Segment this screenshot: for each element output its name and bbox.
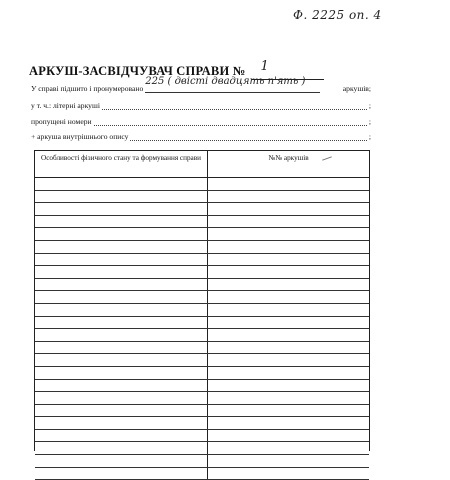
table-cell-condition xyxy=(35,405,208,417)
table-cell-sheet-numbers xyxy=(208,178,369,190)
table-cell-condition xyxy=(35,203,208,215)
table-header-row xyxy=(35,151,369,178)
missing-numbers-line xyxy=(31,116,371,126)
table-row xyxy=(35,380,369,393)
table-row xyxy=(35,304,369,317)
table-row xyxy=(35,216,369,229)
table-cell-sheet-numbers xyxy=(208,254,369,266)
table-body xyxy=(35,178,369,451)
table-row xyxy=(35,266,369,279)
lettered-sheets-line xyxy=(31,100,371,110)
table-cell-condition xyxy=(35,329,208,341)
table-cell-sheet-numbers xyxy=(208,392,369,404)
table-cell-condition xyxy=(35,380,208,392)
table-cell-sheet-numbers xyxy=(208,380,369,392)
lettered-sheets-field xyxy=(102,100,367,110)
line-end-semicolon: ; xyxy=(368,101,371,110)
table-cell-condition xyxy=(35,266,208,278)
archive-reference-note: Ф. 2225 оп. 4 xyxy=(293,8,382,22)
missing-numbers-label: пропущені номери xyxy=(31,117,92,126)
form-title: АРКУШ-ЗАСВІДЧУВАЧ СПРАВИ № xyxy=(29,64,246,78)
table-cell-sheet-numbers xyxy=(208,405,369,417)
table-cell-sheet-numbers xyxy=(208,468,369,480)
table-cell-sheet-numbers xyxy=(208,203,369,215)
table-row xyxy=(35,430,369,443)
table-cell-sheet-numbers xyxy=(208,279,369,291)
table-cell-sheet-numbers xyxy=(208,430,369,442)
table-cell-condition xyxy=(35,216,208,228)
table-cell-condition xyxy=(35,228,208,240)
table-row xyxy=(35,291,369,304)
inventory-sheets-label: + аркуша внутрішнього опису xyxy=(31,132,129,141)
table-row xyxy=(35,455,369,468)
table-cell-condition xyxy=(35,455,208,467)
table-cell-sheet-numbers xyxy=(208,317,369,329)
table-cell-condition xyxy=(35,442,208,454)
table-cell-condition xyxy=(35,317,208,329)
table-cell-sheet-numbers xyxy=(208,442,369,454)
table-row xyxy=(35,241,369,254)
table-cell-sheet-numbers xyxy=(208,354,369,366)
table-cell-sheet-numbers xyxy=(208,191,369,203)
table-row xyxy=(35,342,369,355)
table-row xyxy=(35,228,369,241)
line-end-semicolon: ; xyxy=(368,132,371,141)
table-cell-sheet-numbers xyxy=(208,291,369,303)
total-sheets-value: 225 ( двісті двадцять п'ять ) xyxy=(145,76,306,87)
column-header-sheet-numbers: №№ аркушів xyxy=(268,154,309,162)
total-sheets-line xyxy=(31,76,371,93)
lettered-sheets-label: у т. ч.: літерні аркуші xyxy=(31,101,100,110)
table-cell-sheet-numbers xyxy=(208,417,369,429)
table-cell-condition xyxy=(35,392,208,404)
table-cell-condition xyxy=(35,354,208,366)
table-row xyxy=(35,279,369,292)
table-row xyxy=(35,367,369,380)
table-cell-condition xyxy=(35,367,208,379)
total-sheets-suffix: аркушів; xyxy=(342,84,371,93)
table-cell-condition xyxy=(35,254,208,266)
column-header-condition: Особливості фізичного стану та формування справи xyxy=(35,151,208,177)
table-cell-sheet-numbers xyxy=(208,216,369,228)
table-row xyxy=(35,405,369,418)
table-cell-condition xyxy=(35,178,208,190)
table-cell-sheet-numbers xyxy=(208,304,369,316)
table-cell-sheet-numbers xyxy=(208,455,369,467)
table-cell-condition xyxy=(35,468,208,480)
total-sheets-field xyxy=(145,76,320,93)
table-cell-condition xyxy=(35,417,208,429)
case-number-value: 1 xyxy=(260,59,269,74)
table-cell-sheet-numbers xyxy=(208,266,369,278)
table-cell-condition xyxy=(35,430,208,442)
table-cell-sheet-numbers xyxy=(208,228,369,240)
table-row xyxy=(35,329,369,342)
table-row xyxy=(35,178,369,191)
inventory-sheets-line xyxy=(31,131,371,141)
inventory-sheets-field xyxy=(130,131,366,141)
table-row xyxy=(35,442,369,455)
table-row xyxy=(35,417,369,430)
condition-table xyxy=(34,150,370,451)
table-row xyxy=(35,392,369,405)
table-cell-sheet-numbers xyxy=(208,342,369,354)
table-row xyxy=(35,254,369,267)
table-cell-condition xyxy=(35,191,208,203)
table-cell-condition xyxy=(35,304,208,316)
table-row xyxy=(35,203,369,216)
table-row xyxy=(35,468,369,480)
table-row xyxy=(35,317,369,330)
total-sheets-label: У справі підшито і пронумеровано xyxy=(31,84,144,93)
table-row xyxy=(35,354,369,367)
table-cell-condition xyxy=(35,241,208,253)
table-row xyxy=(35,191,369,204)
line-end-semicolon: ; xyxy=(368,117,371,126)
table-cell-condition xyxy=(35,342,208,354)
table-cell-sheet-numbers xyxy=(208,329,369,341)
missing-numbers-field xyxy=(94,116,367,126)
table-cell-sheet-numbers xyxy=(208,367,369,379)
table-cell-condition xyxy=(35,291,208,303)
table-cell-condition xyxy=(35,279,208,291)
table-cell-sheet-numbers xyxy=(208,241,369,253)
